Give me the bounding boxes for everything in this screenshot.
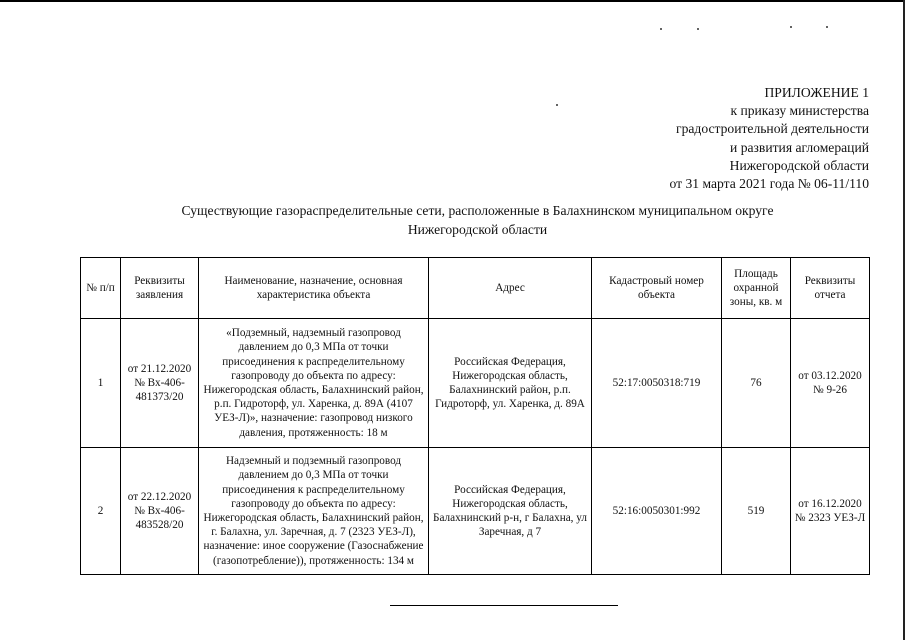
- header-area: Площадь охранной зоны, кв. м: [722, 258, 791, 319]
- header-report: Реквизиты отчета: [791, 258, 870, 319]
- appendix-line: Нижегородской области: [729, 157, 869, 173]
- appendix-line: и развития агломераций: [730, 139, 869, 155]
- footer-separator-line: [390, 605, 618, 606]
- cell-address: Российская Федерация, Нижегородская область, Балахнинский район, р.п. Гидроторф, ул. Харенка, д. 89А: [429, 319, 592, 448]
- cell-cadastral: 52:16:0050301:992: [592, 448, 722, 575]
- title-line-2: Нижегородской области: [407, 222, 548, 237]
- table-row: [81, 448, 870, 575]
- header-application: Реквизиты заявления: [121, 258, 199, 319]
- cell-area: 519: [722, 448, 791, 575]
- cell-report: от 03.12.2020 № 9-26: [791, 319, 870, 448]
- table-row: [81, 319, 870, 448]
- cell-address: Российская Федерация, Нижегородская область, Балахнинский р-н, г Балахна, ул Заречная, д 7: [429, 448, 592, 575]
- cell-description: Надземный и подземный газопровод давлением до 0,3 МПа от точки присоединения к распределительному газопроводу до объекта по адресу: Нижегородская область, Балахнинский район, г. Балахна, ул. Заречная, д. 7 (2323 УЕЗ-Л), назначение: иное сооружение (Газоснабжение (газопотребление)), протяженность: 134 м: [199, 448, 429, 575]
- header-num: № п/п: [81, 258, 121, 319]
- document-title: [0, 201, 905, 239]
- appendix-line: к приказу министерства: [730, 103, 869, 119]
- appendix-line: ПРИЛОЖЕНИЕ 1: [764, 85, 869, 100]
- appendix-block: [670, 84, 869, 193]
- cell-report: от 16.12.2020 № 2323 УЕЗ-Л: [791, 448, 870, 575]
- scan-top-edge: [0, 0, 905, 2]
- cell-cadastral: 52:17:0050318:719: [592, 319, 722, 448]
- table-header-row: [81, 258, 870, 319]
- cell-num: 2: [81, 448, 121, 575]
- cell-description: «Подземный, надземный газопровод давлением до 0,3 МПа от точки присоединения к распределительному газопроводу до объекта по адресу: Нижегородская область, Балахнинский район, р.п. Гидроторф, ул. Харенка, д. 89А (4107 УЕЗ-Л)», назначение: газопровод низкого давления, протяженность: 18 м: [199, 319, 429, 448]
- header-cadastral: Кадастровый номер объекта: [592, 258, 722, 319]
- appendix-line: от 31 марта 2021 года № 06-11/110: [669, 176, 869, 192]
- gas-network-table: [80, 257, 870, 575]
- cell-application: от 22.12.2020 № Вх-406-483528/20: [121, 448, 199, 575]
- cell-num: 1: [81, 319, 121, 448]
- appendix-line: градостроительной деятельности: [676, 121, 869, 137]
- cell-application: от 21.12.2020 № Вх-406-481373/20: [121, 319, 199, 448]
- header-address: Адрес: [429, 258, 592, 319]
- header-description: Наименование, назначение, основная характеристика объекта: [199, 258, 429, 319]
- cell-area: 76: [722, 319, 791, 448]
- title-line-1: Существующие газораспределительные сети, расположенные в Балахнинском муниципальном округе: [181, 203, 774, 218]
